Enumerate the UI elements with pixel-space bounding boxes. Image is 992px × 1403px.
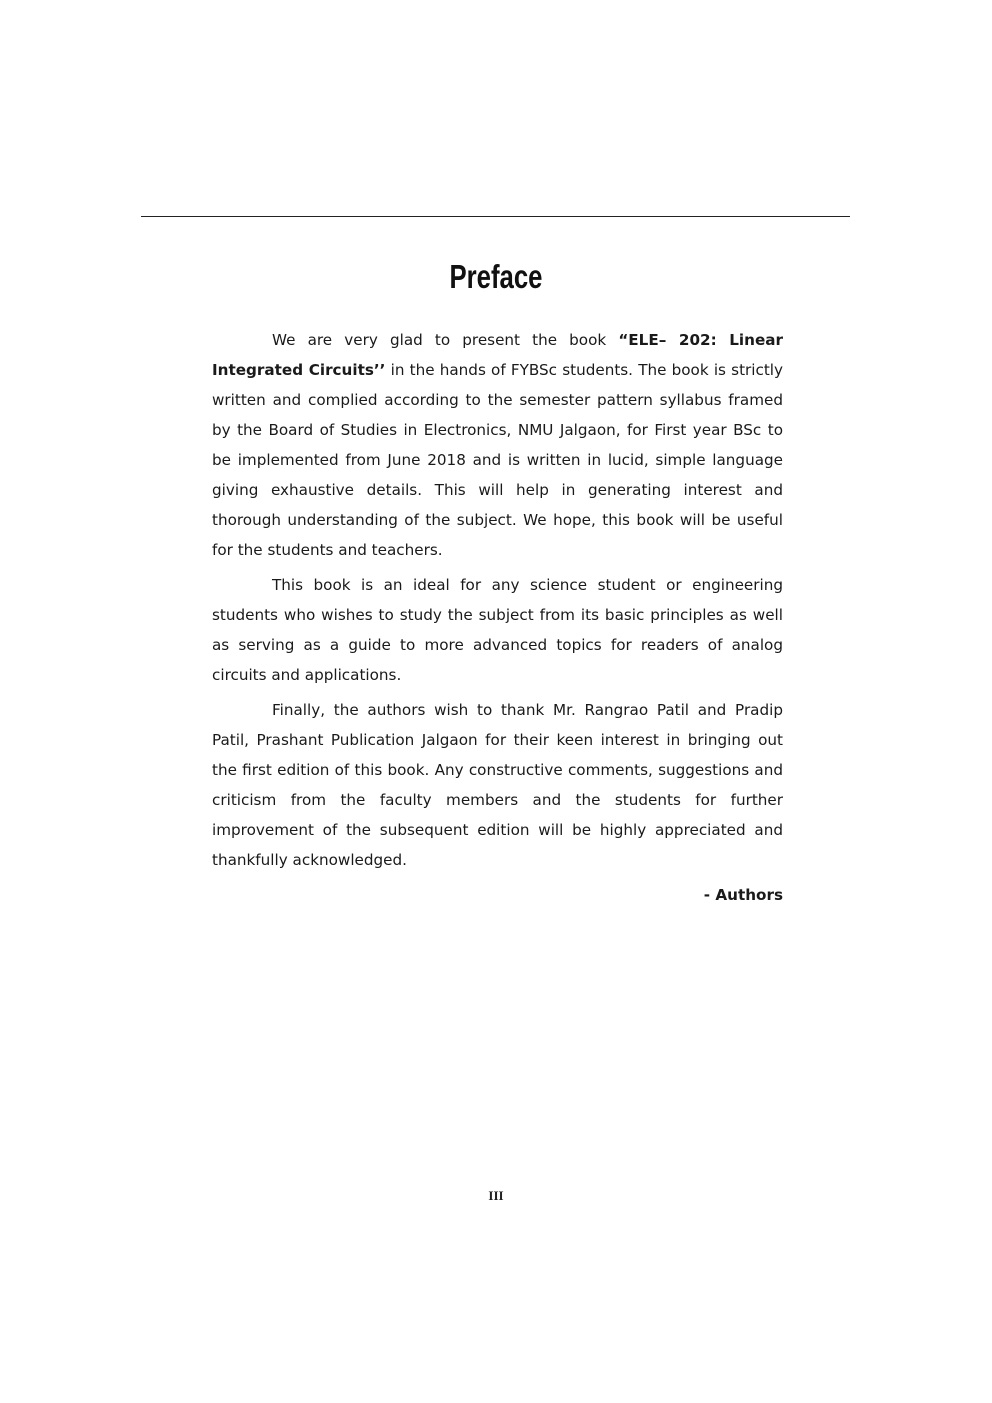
- page-title: Preface: [449, 258, 543, 295]
- paragraph-1: [212, 325, 783, 565]
- paragraph-1-rest: in the hands of FYBSc students. The book is strictly written and complied according to the semester pattern syllabus framed by the Board of Studies in Electronics, NMU Jalgaon, for First year BSc to be implemented from June 2018 and is written in lucid, simple language giving exhaustive details. This will help in generating interest and thorough understanding of the subject. We hope, this book will be useful for the students and teachers.: [212, 361, 783, 559]
- paragraph-2: This book is an ideal for any science student or engineering students who wishes to study the subject from its basic principles as well as serving as a guide to more advanced topics for readers of analog circuits and applications.: [212, 576, 783, 684]
- paragraph-1-intro: We are very glad to present the book: [272, 331, 619, 349]
- signature: - Authors: [703, 886, 783, 904]
- preface-body: [212, 325, 783, 910]
- paragraph-3: Finally, the authors wish to thank Mr. Rangrao Patil and Pradip Patil, Prashant Publication Jalgaon for their keen interest in bringing out the first edition of this book. Any constructive comments, suggestions and criticism from the faculty members and the students for further improvement of the subsequent edition will be highly appreciated and thankfully acknowledged.: [212, 701, 783, 869]
- book-title: “ELE– 202: Linear Integrated Circuits’’: [212, 331, 783, 379]
- page-number: III: [488, 1188, 504, 1203]
- header-rule: [141, 216, 850, 217]
